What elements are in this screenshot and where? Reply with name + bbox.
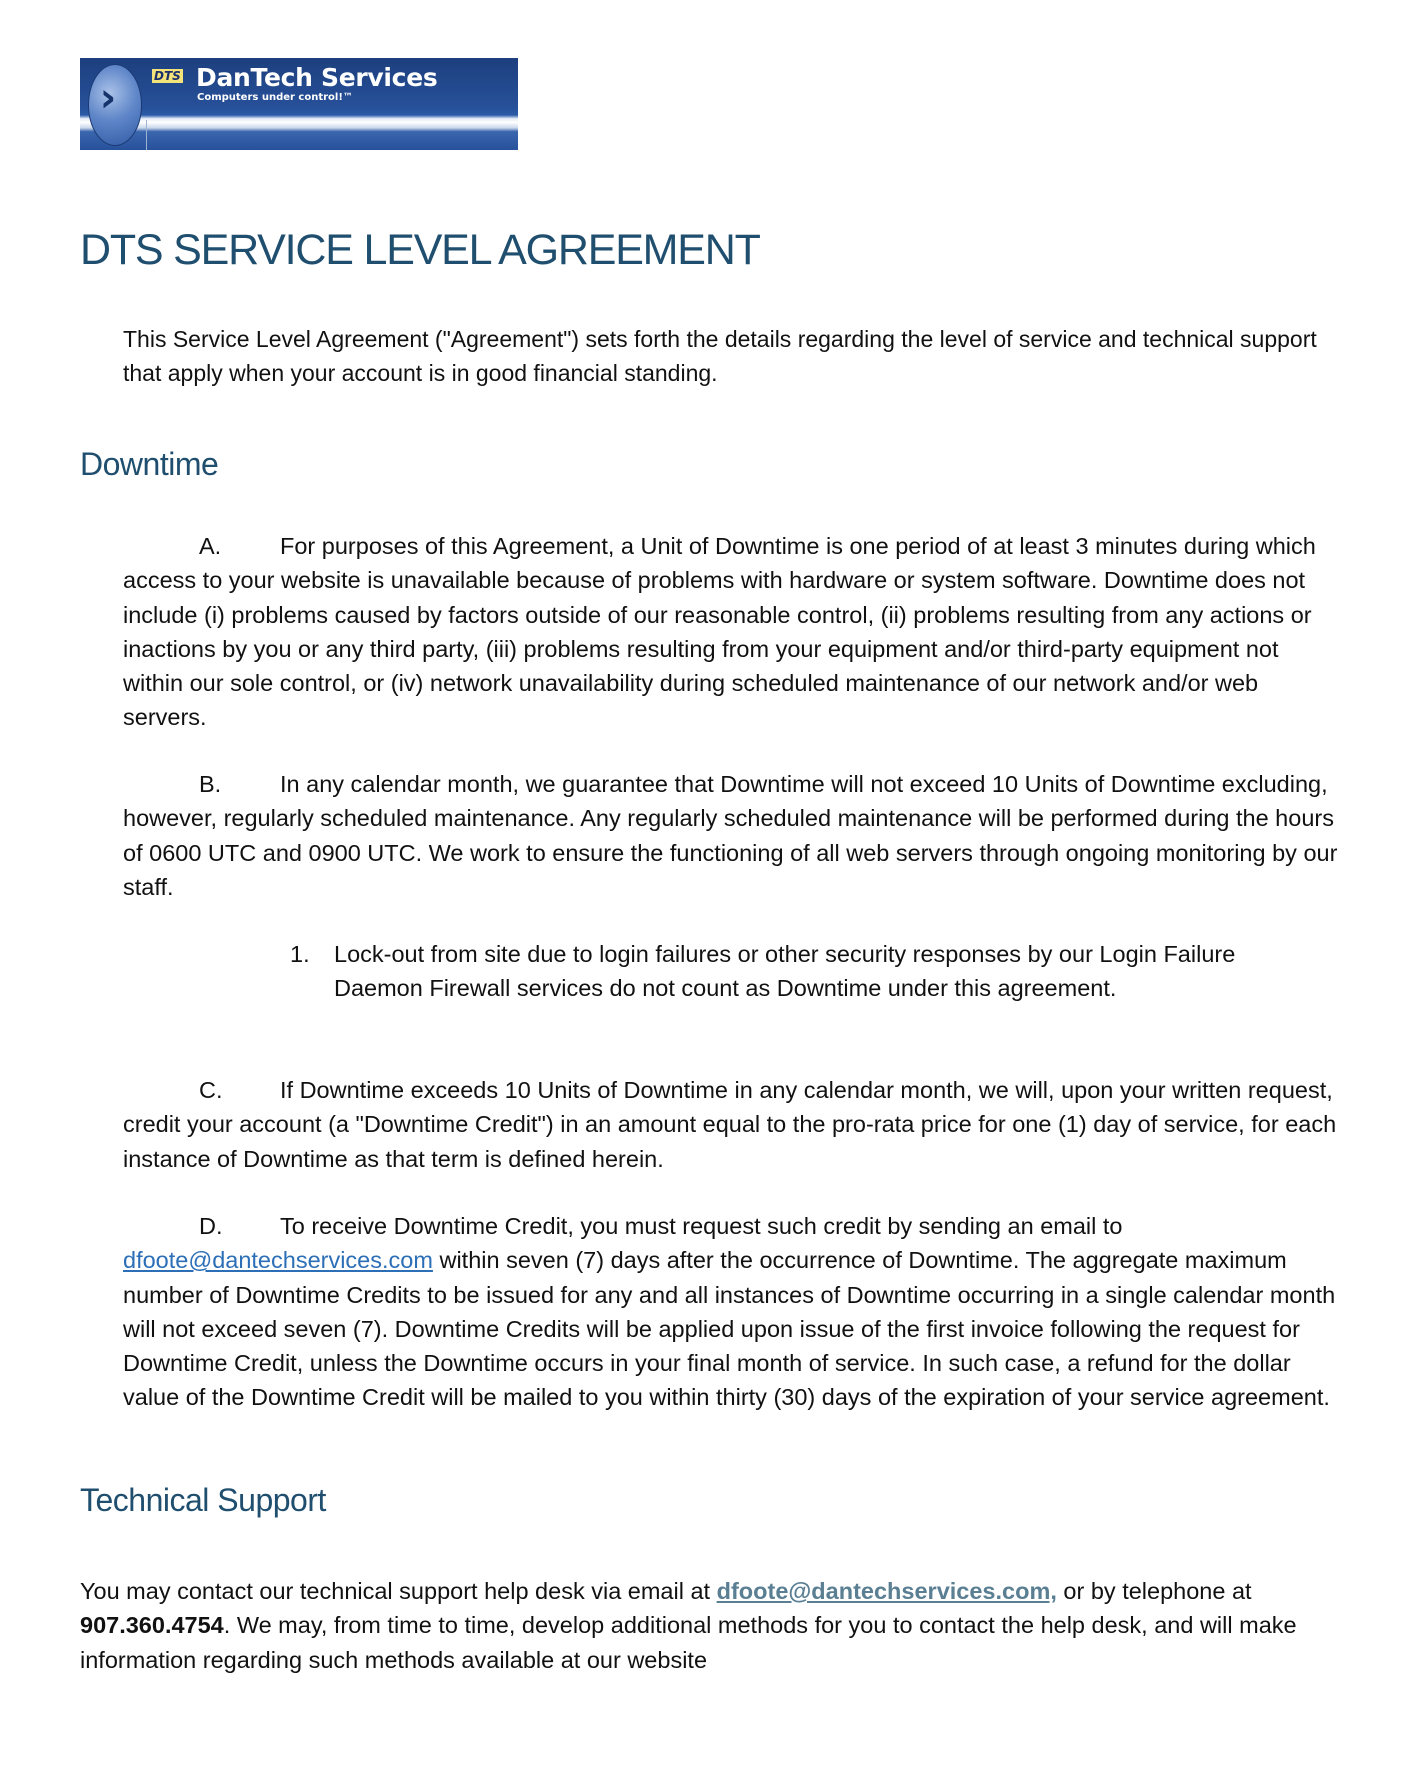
downtime-paragraph-d	[123, 1209, 1343, 1415]
paragraph-text-before: To receive Downtime Credit, you must request such credit by sending an email to	[280, 1213, 1123, 1239]
company-logo	[80, 58, 518, 150]
technical-support-paragraph	[80, 1574, 1370, 1677]
downtime-paragraph-c	[123, 1073, 1343, 1176]
paragraph-marker: C.	[199, 1077, 223, 1103]
support-text-middle: or by telephone at	[1056, 1578, 1252, 1604]
list-item-text: Lock-out from site due to login failures or other security responses by our Login Failure Daemon Firewall services do not count as Downtime under this agreement.	[334, 941, 1236, 1002]
support-email-link[interactable]: dfoote@dantechservices.com,	[716, 1578, 1057, 1604]
support-phone: 907.360.4754	[80, 1612, 224, 1639]
logo-badge: DTS	[154, 69, 181, 83]
paragraph-marker: D.	[199, 1213, 223, 1239]
downtime-heading: Downtime	[80, 446, 219, 482]
paragraph-text: In any calendar month, we guarantee that Downtime will not exceed 10 Units of Downtime excluding, however, regularly scheduled maintenance. Any regularly scheduled maintenance will be performed during the hours of 0600 UTC and 0900 UTC. We work to ensure the functioning of all web servers through ongoing monitoring by our staff.	[123, 771, 1338, 900]
logo-divider	[146, 120, 147, 150]
document-title: DTS SERVICE LEVEL AGREEMENT	[80, 226, 760, 274]
intro-paragraph: This Service Level Agreement ("Agreement") sets forth the details regarding the level of service and technical support that apply when your account is in good financial standing.	[123, 326, 1317, 386]
paragraph-text-after: within seven (7) days after the occurrence of Downtime. The aggregate maximum number of Downtime Credits to be issued for any and all instances of Downtime occurring in a single calendar month will not exceed seven (7). Downtime Credits will be applied upon issue of the first invoice following the request for Downtime Credit, unless the Downtime occurs in your final month of service. In such case, a refund for the dollar value of the Downtime Credit will be mailed to you within thirty (30) days of the expiration of your service agreement.	[123, 1247, 1336, 1411]
support-text-before: You may contact our technical support help desk via email at	[80, 1578, 717, 1604]
downtime-paragraph-b	[123, 767, 1343, 904]
support-text-after: . We may, from time to time, develop additional methods for you to contact the help desk, and will make information regarding such methods available at our website	[80, 1612, 1297, 1673]
paragraph-marker: B.	[199, 771, 222, 797]
email-link[interactable]: dfoote@dantechservices.com	[123, 1247, 433, 1274]
list-item-number: 1.	[290, 941, 310, 967]
logo-tagline: Computers under control!™	[197, 92, 353, 103]
logo-company-name: DanTech Services	[196, 63, 438, 92]
paragraph-marker: A.	[199, 533, 222, 559]
technical-support-heading: Technical Support	[80, 1482, 326, 1518]
list-item	[290, 937, 1310, 1006]
downtime-paragraph-a	[123, 529, 1343, 735]
chevron-right-icon: ›	[99, 75, 117, 121]
paragraph-text: For purposes of this Agreement, a Unit of Downtime is one period of at least 3 minutes during which access to your website is unavailable because of problems with hardware or system software. Downtime does not include (i) problems caused by factors outside of our reasonable control, (ii) problems resulting from any actions or inactions by you or any third party, (iii) problems resulting from your equipment and/or third-party equipment not within our sole control, or (iv) network unavailability during scheduled maintenance of our network and/or web servers.	[123, 533, 1316, 731]
paragraph-text: If Downtime exceeds 10 Units of Downtime in any calendar month, we will, upon your written request, credit your account (a "Downtime Credit") in an amount equal to the pro-rata price for one (1) day of service, for each instance of Downtime as that term is defined herein.	[123, 1077, 1337, 1172]
